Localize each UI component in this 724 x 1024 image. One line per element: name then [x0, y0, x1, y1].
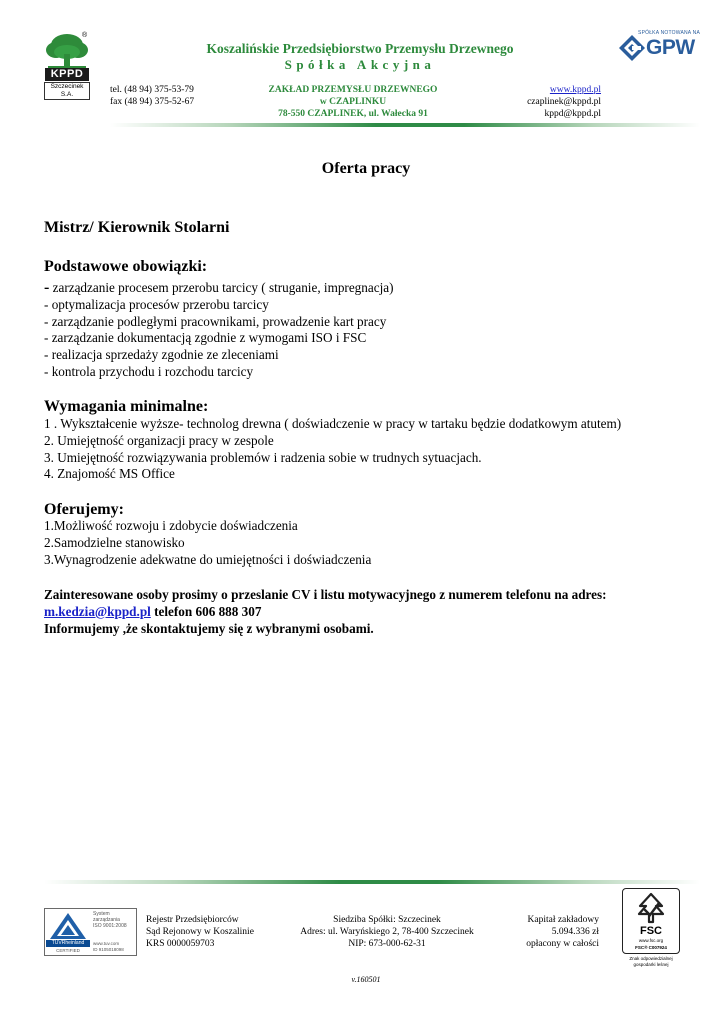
fsc-tree-check-icon [636, 892, 666, 924]
tuv-certified: CERTIFIED [56, 948, 80, 953]
header-divider [110, 123, 700, 127]
list-item-text: zarządzanie procesem przerobu tarcicy ( struganie, impregnacja) [49, 280, 394, 295]
gpw-diamond-icon [618, 34, 646, 62]
seat-line: Adres: ul. Waryńskiego 2, 78-400 Szczecinek [300, 927, 474, 937]
capital-line: Kapitał zakładowy [527, 915, 599, 925]
duties-list [44, 280, 393, 381]
tuv-certification-badge [44, 908, 137, 956]
kppd-logo [44, 32, 90, 98]
footer-company-seat [260, 914, 514, 950]
tuv-system-line: zarządzania [93, 916, 120, 923]
registry-line: Rejestr Przedsiębiorców [146, 915, 239, 925]
list-item: 4. Znajomość MS Office [44, 466, 175, 482]
tuv-system-text [93, 912, 127, 929]
email-czaplinek: czaplinek@kppd.pl [527, 97, 601, 107]
gpw-logo-text: GPW [646, 36, 695, 59]
registry-line: KRS 0000059703 [146, 939, 215, 949]
logo-subtext: Szczecinek S.A. [44, 82, 90, 100]
tuv-id: ID 9105018098 [93, 946, 124, 952]
list-item: 2.Samodzielne stanowisko [44, 534, 185, 550]
duties-heading: Podstawowe obowiązki: [44, 258, 208, 275]
fsc-code: FSC® C007924 [635, 945, 667, 950]
list-item: - kontrola przychodu i rozchodu tarcicy [44, 363, 254, 379]
list-item: - realizacja sprzedaży zgodnie ze zleceniami [44, 347, 279, 363]
contact-email-link[interactable]: m.kedzia@kppd.pl [44, 603, 151, 619]
footer-share-capital [500, 914, 599, 950]
contact-instructions: Zainteresowane osoby prosimy o przeslanie CV i listu motywacyjnego z numerem telefonu na adres: [44, 587, 607, 602]
contact-left [110, 84, 194, 108]
company-name: Koszalińskie Przedsiębiorstwo Przemysłu Drzewnego [206, 41, 514, 56]
registered-mark: ® [82, 32, 88, 39]
logo-text: KPPD [45, 68, 89, 81]
document-title: Oferta pracy [321, 160, 411, 177]
plant-name-line2: w CZAPLINKU [319, 97, 387, 107]
capital-line: 5.094.336 zł [551, 927, 599, 937]
tuv-website: www.tuv.com [93, 941, 120, 946]
footer-divider [44, 880, 700, 884]
list-item: - zarządzanie podległymi pracownikami, prowadzenie kart pracy [44, 313, 387, 329]
contact-phone: telefon 606 888 307 [150, 603, 262, 619]
seat-line: NIP: 673-000-62-31 [348, 939, 426, 949]
company-form: Spółka Akcyjna [284, 57, 436, 72]
capital-line: opłacony w całości [526, 939, 599, 949]
registry-line: Sąd Rejonowy w Koszalinie [146, 927, 254, 937]
tuv-triangle-icon [48, 912, 88, 940]
fsc-logo [622, 888, 680, 967]
list-item: 3. Umiejętność rozwiązywania problemów i radzenia sobie w trudnych sytuacjach. [44, 449, 482, 465]
requirements-heading: Wymagania minimalne: [44, 398, 209, 415]
contact-line2 [44, 604, 607, 621]
gpw-tagline: SPÓŁKA NOTOWANA NA [638, 30, 700, 36]
list-item: 2. Umiejętność organizacji pracy w zespole [44, 432, 274, 448]
plant-name-line1: ZAKŁAD PRZEMYSŁU DRZEWNEGO [268, 85, 438, 95]
contact-follow-up: Informujemy ,że skontaktujemy się z wybranymi osobami. [44, 620, 374, 636]
tuv-web [93, 941, 124, 952]
list-item: - optymalizacja procesów przerobu tarcicy [44, 296, 269, 312]
list-item: - zarządzanie dokumentacją zgodnie z wymogami ISO i FSC [44, 330, 367, 346]
fsc-website: www.fsc.org [638, 938, 664, 943]
fax: fax (48 94) 375-52-67 [110, 97, 195, 107]
application-contact-note [44, 587, 607, 637]
list-dash: - [44, 279, 50, 296]
offers-list [44, 518, 371, 568]
phone: tel. (48 94) 375-53-79 [110, 85, 194, 95]
gpw-logo [618, 30, 700, 62]
fsc-tagline-line: Znak odpowiedzialnej [629, 956, 673, 961]
list-item: 3.Wynagrodzenie adekwatne do umiejętności i doświadczenia [44, 551, 372, 567]
list-item [44, 280, 393, 297]
requirements-list [44, 416, 621, 483]
plant-address: 78-550 CZAPLINEK, ul. Wałecka 91 [278, 109, 428, 119]
list-item: 1 . Wykształcenie wyższe- technolog drewna ( doświadczenie w pracy w tartaku będzie dodatkowym atutem) [44, 416, 622, 431]
offers-heading: Oferujemy: [44, 501, 124, 518]
list-item: 1.Możliwość rozwoju i zdobycie doświadczenia [44, 518, 298, 533]
plant-address-block [240, 84, 466, 120]
website-link[interactable]: www.kppd.pl [549, 85, 601, 95]
seat-line: Siedziba Spółki: Szczecinek [333, 915, 441, 925]
email-kppd: kppd@kppd.pl [544, 109, 601, 119]
footer-registry [146, 914, 254, 950]
contact-right [480, 84, 601, 120]
document-version: v.160501 [351, 975, 381, 984]
fsc-tagline [620, 956, 682, 967]
tuv-system-line: ISO 9001:2008 [93, 922, 127, 929]
fsc-tagline-line: gospodarki leśnej [633, 961, 669, 967]
fsc-text: FSC [640, 925, 662, 937]
tuv-name: TÜVRheinland [46, 940, 90, 947]
tuv-system-line: System [93, 911, 110, 917]
position-title: Mistrz/ Kierownik Stolarni [44, 219, 230, 236]
